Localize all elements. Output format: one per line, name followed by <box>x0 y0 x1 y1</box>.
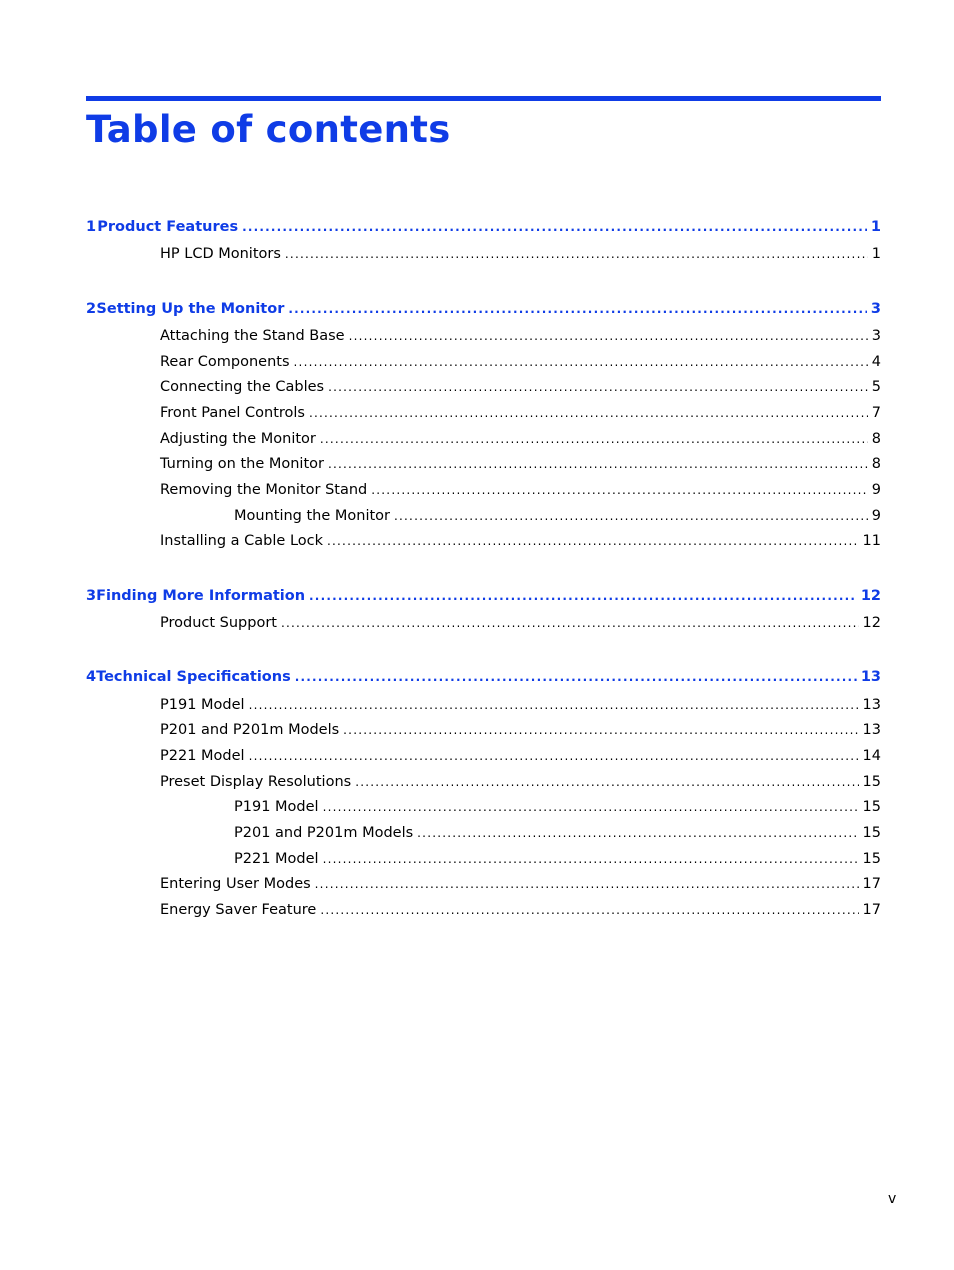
toc-dot-leader <box>285 243 868 265</box>
toc-chapter-number: 1 <box>86 219 97 235</box>
toc-entry-title: Technical Specifications <box>96 669 291 685</box>
toc-entry[interactable] <box>160 771 881 793</box>
toc-dot-leader <box>249 694 859 716</box>
toc-entry[interactable] <box>160 479 881 501</box>
page-number: v <box>888 1191 897 1207</box>
toc-entry-title: P221 Model <box>234 851 319 867</box>
toc-dot-leader <box>320 428 868 450</box>
toc-entry-title: P201 and P201m Models <box>234 825 414 841</box>
toc-chapter-entry[interactable] <box>86 666 881 688</box>
toc-dot-leader <box>242 216 867 238</box>
toc-entry[interactable] <box>234 848 881 870</box>
toc-chapter-entry[interactable] <box>86 216 881 238</box>
toc-entry[interactable] <box>160 694 881 716</box>
toc-dot-leader <box>320 899 858 921</box>
toc-entry[interactable] <box>160 612 881 634</box>
toc-entry[interactable] <box>160 351 881 373</box>
toc-chapter-number: 3 <box>86 588 97 604</box>
toc-entry-title: P191 Model <box>234 799 319 815</box>
toc-entry[interactable] <box>160 530 881 552</box>
toc-entry-title: Turning on the Monitor <box>160 456 324 472</box>
toc-dot-leader <box>328 453 868 475</box>
toc-page-number: 4 <box>871 354 881 370</box>
toc-entry-title: P221 Model <box>160 748 245 764</box>
toc-chapter-entry[interactable] <box>86 298 881 320</box>
toc-page-number: 1 <box>870 219 881 235</box>
toc-entry-title: Front Panel Controls <box>160 405 305 421</box>
toc-dot-leader <box>315 873 859 895</box>
toc-entry-title: HP LCD Monitors <box>160 246 281 262</box>
toc-dot-leader <box>349 325 868 347</box>
toc-entry[interactable] <box>160 719 881 741</box>
toc-entry-title: Removing the Monitor Stand <box>160 482 368 498</box>
toc-entry-title: P191 Model <box>160 697 245 713</box>
toc-page-number: 1 <box>871 246 881 262</box>
toc-entry[interactable] <box>160 243 881 265</box>
toc-dot-leader <box>327 530 859 552</box>
toc-page-number: 7 <box>871 405 881 421</box>
toc-page-number: 8 <box>871 456 881 472</box>
toc-entry[interactable] <box>234 505 881 527</box>
toc-entry-title: Energy Saver Feature <box>160 902 317 918</box>
toc-entry[interactable] <box>234 822 881 844</box>
toc-entry[interactable] <box>160 453 881 475</box>
toc-entry[interactable] <box>234 796 881 818</box>
toc-dot-leader <box>343 719 858 741</box>
toc-entry[interactable] <box>160 873 881 895</box>
toc-dot-leader <box>328 376 868 398</box>
toc-chapter-number: 4 <box>86 669 97 685</box>
toc-page-number: 9 <box>871 482 881 498</box>
toc-entry-title: Finding More Information <box>96 588 306 604</box>
toc-dot-leader <box>323 848 859 870</box>
toc-page-number: 15 <box>862 851 881 867</box>
toc-page-number: 15 <box>862 825 881 841</box>
toc-entry-title: Product Features <box>97 219 239 235</box>
toc-entry-title: P201 and P201m Models <box>160 722 340 738</box>
toc-entry[interactable] <box>160 428 881 450</box>
toc-dot-leader <box>288 298 867 320</box>
toc-dot-leader <box>309 402 868 424</box>
toc-entry[interactable] <box>160 745 881 767</box>
toc-page-number: 15 <box>862 774 881 790</box>
toc-page-number: 14 <box>862 748 881 764</box>
toc-page-number: 11 <box>862 533 881 549</box>
toc-entry-title: Setting Up the Monitor <box>96 301 285 317</box>
toc-page-number: 12 <box>862 615 881 631</box>
toc-page-number: 13 <box>862 697 881 713</box>
toc-dot-leader <box>417 822 858 844</box>
toc-page-number: 17 <box>862 902 881 918</box>
toc-page-number: 13 <box>860 669 881 685</box>
toc-entry[interactable] <box>160 325 881 347</box>
toc-page-number: 3 <box>870 301 881 317</box>
toc-page-number: 12 <box>860 588 881 604</box>
toc-page-number: 5 <box>871 379 881 395</box>
toc-entry-title: Installing a Cable Lock <box>160 533 324 549</box>
toc-entry[interactable] <box>160 402 881 424</box>
toc-chapter-entry[interactable] <box>86 585 881 607</box>
toc-page-number: 9 <box>871 508 881 524</box>
toc-dot-leader <box>281 612 859 634</box>
toc-page-number: 3 <box>871 328 881 344</box>
toc-dot-leader <box>371 479 868 501</box>
toc-entry-title: Entering User Modes <box>160 876 311 892</box>
toc-dot-leader <box>295 666 857 688</box>
toc-dot-leader <box>394 505 868 527</box>
toc-dot-leader <box>294 351 868 373</box>
toc-entry[interactable] <box>160 376 881 398</box>
toc-chapter-number: 2 <box>86 301 97 317</box>
toc-page-number: 8 <box>871 431 881 447</box>
toc-dot-leader <box>355 771 858 793</box>
toc-entry[interactable] <box>160 899 881 921</box>
page-title: Table of contents <box>86 108 451 151</box>
toc-dot-leader <box>323 796 859 818</box>
toc-entry-title: Rear Components <box>160 354 290 370</box>
toc-dot-leader <box>309 585 857 607</box>
toc-entry-title: Attaching the Stand Base <box>160 328 345 344</box>
toc-entry-title: Connecting the Cables <box>160 379 325 395</box>
toc-page-number: 17 <box>862 876 881 892</box>
toc-page-number: 15 <box>862 799 881 815</box>
toc-entry-title: Mounting the Monitor <box>234 508 391 524</box>
toc-entry-title: Product Support <box>160 615 277 631</box>
toc-page-number: 13 <box>862 722 881 738</box>
toc-dot-leader <box>249 745 859 767</box>
toc-entry-title: Adjusting the Monitor <box>160 431 316 447</box>
toc-entry-title: Preset Display Resolutions <box>160 774 352 790</box>
